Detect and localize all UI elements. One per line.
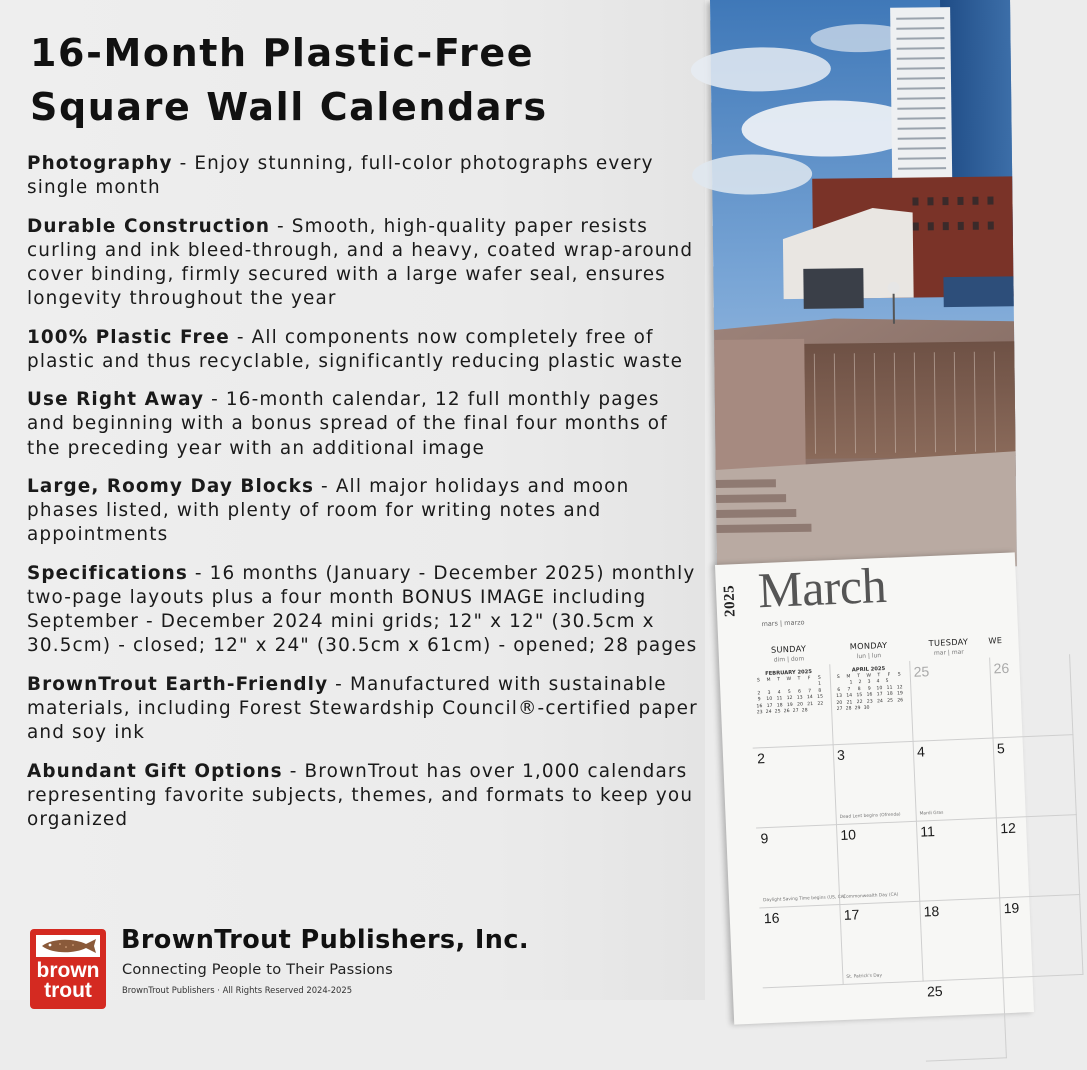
mini-calendar-day: 1 [818, 682, 822, 688]
calendar-cell [833, 741, 917, 825]
mini-calendar-day: S [756, 678, 760, 684]
feature-title: Durable Construction [27, 215, 271, 237]
mini-calendar-day: 4 [777, 690, 781, 696]
feature-earth-friendly [27, 673, 699, 746]
mini-calendar-day: 16 [756, 703, 763, 710]
mini-calendar-day: 20 [797, 702, 804, 708]
mini-calendar-april [833, 665, 905, 713]
mini-calendar-day: F [887, 672, 891, 678]
mini-calendar-day: 8 [857, 686, 861, 692]
title-line-2: Square Wall Calendars [30, 85, 548, 129]
calendar-cell [996, 814, 1080, 898]
mini-calendar-day: 19 [896, 691, 904, 697]
calendar-cell [836, 821, 920, 905]
mini-calendar-day: 6 [837, 687, 841, 693]
mini-calendar-day: 1 [849, 680, 853, 686]
mini-calendar-day: 25 [774, 709, 781, 715]
mini-calendar-day: 19 [786, 702, 793, 708]
day-sub-sunday: dim | dom [773, 655, 805, 664]
calendar-date: 4 [916, 743, 926, 760]
mini-calendar-day: 15 [856, 693, 863, 699]
mini-calendar-day: 2 [757, 691, 761, 697]
calendar-date: 12 [999, 819, 1017, 837]
mini-calendar-day: 17 [766, 703, 773, 709]
feature-text: - Manufactured with sustainable materials, including Forest Stewardship Council®-certified paper and soy ink [27, 673, 698, 744]
feature-text: - 16-month calendar, 12 full monthly pages and beginning with a bonus spread of the final four months of the preceding year with an additional image [27, 389, 668, 459]
calendar-year: 2025 [721, 584, 739, 618]
calendar-cell [756, 824, 846, 908]
mini-calendar-day: 28 [845, 706, 852, 712]
calendar-date: 11 [920, 823, 936, 840]
calendar-date: 3 [836, 746, 846, 764]
calendar-date: 5 [996, 740, 1006, 757]
mini-calendar-day: 26 [897, 697, 904, 704]
feature-text: - All major holidays and moon phases listed, with plenty of room for writing notes and appointments [27, 475, 630, 546]
mini-calendar-day: M [846, 674, 851, 680]
feature-specifications [27, 562, 699, 659]
calendar-month: March [756, 556, 888, 619]
city-plaza-photo [710, 0, 1017, 570]
mini-calendar-day: W [866, 673, 872, 679]
mini-calendar-day: 20 [836, 700, 843, 706]
mini-calendar-day: T [857, 674, 861, 680]
feature-title: 100% Plastic Free [27, 326, 230, 348]
mini-calendar-day: 27 [792, 708, 799, 714]
feature-text: - BrownTrout has over 1,000 calendars representing favorite subjects, themes, and formats to keep you organized [27, 760, 694, 830]
feature-text: - Enjoy stunning, full-color photographs every single month [27, 153, 654, 199]
calendar-cell [989, 654, 1073, 738]
mini-calendar-day: 21 [846, 699, 853, 706]
mini-calendar-day: 15 [817, 694, 824, 701]
mini-calendar-day: 13 [796, 695, 803, 701]
calendar-cell [829, 661, 913, 745]
mini-calendar-day: 18 [886, 691, 893, 698]
mini-calendar-day: 22 [856, 699, 863, 705]
calendar-cell [839, 901, 923, 985]
mini-calendar-day: 26 [783, 709, 790, 715]
mini-calendar-day: 3 [867, 679, 871, 686]
mini-calendar-february [753, 669, 825, 717]
feature-title: Specifications [27, 562, 188, 584]
mini-calendar-day: 12 [896, 685, 903, 691]
day-header-sunday: SUNDAY [770, 643, 807, 655]
mini-calendar-day: 13 [836, 694, 843, 700]
mini-calendar-day: 23 [866, 699, 873, 705]
feature-title: Large, Roomy Day Blocks [27, 475, 315, 497]
mini-calendar-day: 22 [817, 701, 824, 707]
trout-fish-icon [36, 935, 100, 957]
mini-calendar-day: 30 [863, 705, 870, 711]
feature-day-blocks [27, 475, 699, 548]
mini-calendar-day: 18 [776, 702, 783, 709]
calendar-date: 19 [1003, 899, 1020, 917]
feature-gift-options [27, 760, 699, 833]
mini-calendar-day: 11 [886, 685, 893, 691]
calendar-cell [919, 897, 1003, 981]
feature-plastic-free [27, 326, 699, 374]
mini-calendar-title: APRIL 2025 [851, 665, 886, 674]
feature-text: - Smooth, high-quality paper resists curling and ink bleed-through, and a heavy, coated wrap-around cover binding, firmly secured with a large wafer seal, ensures longevity throughout the year [27, 215, 694, 310]
calendar-cell [749, 664, 833, 748]
calendar-date: 26 [993, 659, 1010, 677]
mini-calendar-day: 29 [854, 706, 861, 712]
publisher-name: BrownTrout Publishers, Inc. [121, 925, 529, 955]
mini-calendar-day: 10 [876, 685, 883, 692]
page-title [30, 26, 690, 134]
feature-title: BrownTrout Earth-Friendly [27, 673, 329, 695]
feature-title: Abundant Gift Options [27, 760, 283, 782]
publisher-tagline: Connecting People to Their Passions [122, 961, 393, 978]
holiday-note: Commonwealth Day (CA) [842, 892, 899, 900]
mini-calendar-day: 11 [776, 696, 783, 702]
mini-calendar-day: 17 [876, 692, 883, 698]
title-line-1: 16-Month Plastic-Free [30, 31, 535, 75]
feature-photography [27, 152, 699, 200]
calendar-grid [749, 656, 1044, 1027]
logo-word-trout: trout [44, 979, 92, 1002]
calendar-cell [909, 658, 993, 742]
mini-calendar-day: M [766, 677, 771, 683]
calendar-preview [705, 0, 1020, 1000]
mini-calendar-day: T [797, 676, 801, 682]
calendar-cell [992, 734, 1076, 818]
holiday-note: Mardi Gras [919, 810, 944, 817]
mini-calendar-title: FEBRUARY 2025 [765, 669, 813, 677]
browntrout-logo [30, 929, 106, 1009]
feature-text: - 16 months (January - December 2025) monthly two-page layouts plus a four month BONUS IMAGE including September - December 2024 mini grids; 12" x 12" (30.5cm x 30.5cm) - closed; 12" x 24" (30.5cm x 61cm) - opened; 28 pages [27, 562, 698, 657]
copyright-notice: BrownTrout Publishers · All Rights Reserved 2024-2025 [122, 985, 353, 995]
mini-calendar-day: T [777, 677, 781, 683]
day-header-wednesday: WE [988, 635, 1003, 646]
holiday-note: St. Patrick's Day [846, 972, 883, 980]
mini-calendar-day: 14 [806, 695, 813, 701]
calendar-date: 9 [760, 830, 769, 847]
mini-calendar-day: 9 [757, 697, 761, 703]
mini-calendar-day: 25 [887, 698, 894, 704]
mini-calendar-day: 27 [836, 706, 843, 713]
mini-calendar-day: F [807, 676, 811, 682]
mini-calendar-day: 5 [787, 689, 791, 695]
feature-text: - All components now completely free of plastic and thus recyclable, significantly reducing plastic waste [27, 326, 684, 372]
mini-calendar-day: 21 [807, 701, 814, 707]
mini-calendar-day: S [817, 675, 821, 681]
calendar-cell [923, 977, 1007, 1061]
mini-calendar-day: 3 [767, 690, 771, 696]
feature-title: Use Right Away [27, 389, 205, 411]
day-header-monday: MONDAY [849, 639, 888, 652]
mini-calendar-day: S [897, 672, 901, 678]
calendar-date: 10 [840, 826, 857, 843]
calendar-cell [759, 904, 843, 988]
calendar-cell [916, 817, 1000, 901]
mini-calendar-day: 8 [818, 688, 822, 694]
feature-use-right-away [27, 388, 699, 461]
feature-durable-construction [27, 215, 699, 312]
calendar-date: 18 [923, 902, 940, 920]
calendar-photo [710, 0, 1012, 565]
mini-calendar-day: 12 [786, 696, 793, 702]
calendar-month-translations: mars | marzo [761, 618, 805, 629]
mini-calendar-day: 23 [756, 710, 763, 716]
day-sub-tuesday: mar | mar [933, 648, 964, 657]
mini-calendar-day: 2 [858, 680, 862, 686]
mini-calendar-day: 7 [847, 687, 851, 693]
mini-calendar-day: 14 [846, 693, 853, 699]
calendar-date: 17 [843, 906, 860, 923]
feature-list [27, 152, 699, 846]
feature-title: Photography [27, 153, 173, 174]
calendar-month-page [715, 552, 1034, 1024]
calendar-date: 2 [756, 750, 766, 767]
mini-calendar-day: 6 [797, 689, 802, 695]
calendar-date: 16 [763, 909, 780, 927]
mini-calendar-day: 5 [885, 679, 889, 685]
day-header-tuesday: TUESDAY [928, 636, 969, 649]
mini-calendar-day: 16 [866, 692, 873, 698]
holiday-note: Dead Lent begins (Ofrenda) [839, 811, 901, 820]
holiday-note: Daylight Saving Time begins (US, CA) [762, 894, 846, 903]
mini-calendar-day: S [836, 674, 840, 680]
mini-calendar-day: 28 [801, 708, 808, 714]
mini-calendar-day: W [786, 676, 792, 683]
mini-calendar-day: T [877, 673, 881, 679]
mini-calendar-day: 10 [766, 696, 773, 703]
mini-calendar-day: 4 [876, 679, 880, 685]
mini-calendar-day: 7 [808, 688, 812, 695]
calendar-date: 25 [926, 982, 943, 1000]
day-sub-monday: lun | lun [856, 652, 882, 661]
calendar-cell [999, 894, 1083, 978]
mini-calendar-day: 24 [876, 698, 884, 704]
mini-calendar-day: 9 [867, 686, 871, 692]
calendar-date: 25 [913, 663, 930, 680]
mini-calendar-day: 24 [765, 709, 772, 716]
logo-word-brown: brown [36, 959, 100, 982]
calendar-cell [753, 744, 837, 828]
calendar-cell [913, 737, 997, 821]
